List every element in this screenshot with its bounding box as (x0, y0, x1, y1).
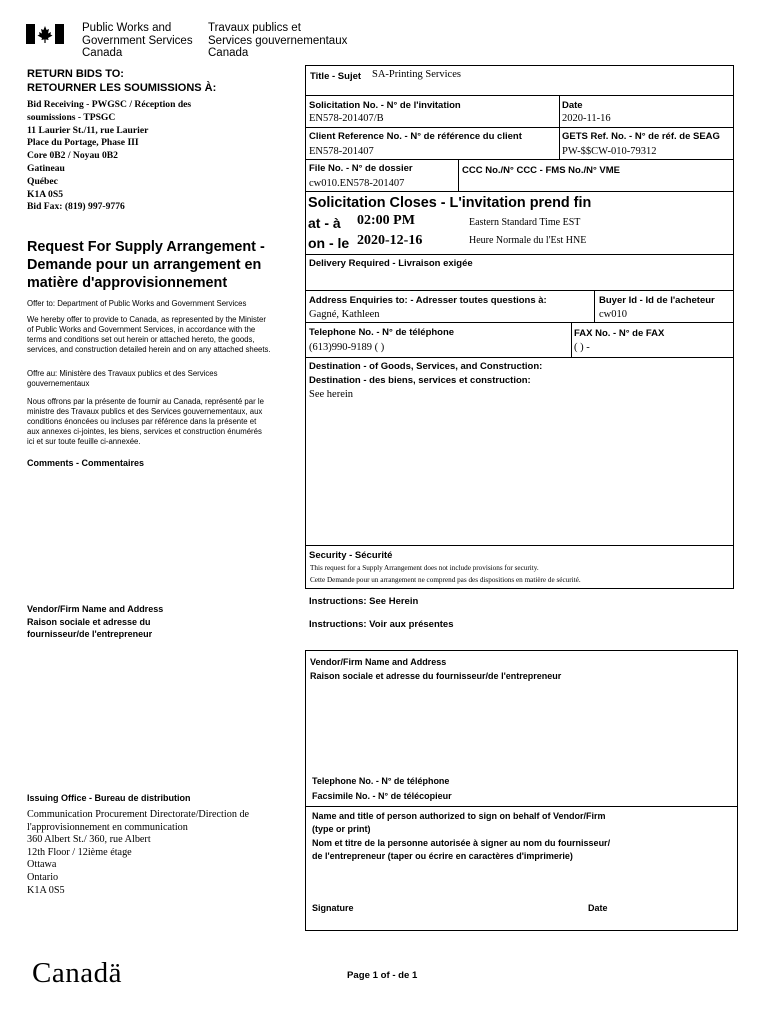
title-value: SA-Printing Services (372, 69, 461, 80)
solicitation-no-label: Solicitation No. - N° de l'invitation (309, 100, 461, 111)
instructions-en: Instructions: See Herein (309, 596, 419, 607)
offer-text-en (27, 315, 271, 355)
vendor-box-label-1: Vendor/Firm Name and Address (310, 657, 447, 667)
address-line: Bid Fax: (819) 997-9776 (27, 201, 125, 213)
request-title-line: matière d'approvisionnement (27, 275, 228, 291)
title-label: Title - Sujet (310, 71, 362, 82)
offer-line: conditions énoncées ou incluses par référence dans la présente et (27, 417, 257, 426)
authorized-signer-label (312, 810, 610, 863)
file-no-label: File No. - N° de dossier (309, 163, 413, 174)
solicitation-closes-title: Solicitation Closes - L'invitation prend fin (308, 195, 592, 211)
page-number: Page 1 of - de 1 (347, 970, 418, 981)
authorized-line: Name and title of person authorized to sign on behalf of Vendor/Firm (312, 811, 606, 821)
destination-value: See herein (309, 389, 354, 400)
gets-ref-label: GETS Ref. No. - N° de réf. de SEAG (562, 131, 720, 142)
offer-line: Nous offrons par la présente de fournir au Canada, représenté par le (27, 397, 264, 406)
request-title-line: Demande pour un arrangement en (27, 257, 262, 273)
request-title (27, 238, 265, 292)
offer-line: terms and conditions set out herein or attached hereto, the goods, (27, 335, 255, 344)
department-name-en (82, 22, 193, 60)
issuing-line: Ottawa (27, 859, 57, 871)
issuing-office-title: Issuing Office - Bureau de distribution (27, 793, 191, 803)
issuing-line: Ontario (27, 871, 59, 883)
gets-ref-value: PW-$$CW-010-79312 (562, 146, 657, 157)
client-ref-value: EN578-201407 (309, 146, 374, 157)
date-label: Date (562, 100, 583, 111)
department-name-fr-line: Travaux publics et (208, 22, 301, 34)
issuing-line: 12th Floor / 12ième étage (27, 846, 132, 858)
department-name-en-line: Public Works and (82, 22, 172, 34)
issuing-office-address (27, 809, 249, 897)
canada-wordmark-logo: Canadä (32, 957, 122, 989)
closes-on-label: on - le (308, 235, 350, 251)
canada-flag-icon (26, 24, 64, 44)
offer-text-fr (27, 397, 264, 447)
department-name-en-line: Government Services (82, 34, 193, 47)
file-no-value: cw010.EN578-201407 (309, 178, 405, 189)
signature-date-label: Date (588, 903, 608, 913)
fax-value: ( ) - (574, 342, 590, 353)
date-value: 2020-11-16 (562, 113, 611, 124)
offer-line: of Public Works and Government Services, in accordance with the (27, 325, 256, 334)
security-text-en: This request for a Supply Arrangement does not include provisions for security. (310, 564, 539, 572)
vendor-label-line: Vendor/Firm Name and Address (27, 604, 164, 614)
department-name-fr (208, 22, 347, 60)
offer-line: gouvernementaux (27, 379, 90, 388)
issuing-line: Communication Procurement Directorate/Direction de (27, 809, 250, 820)
authorized-line: (type or print) (312, 824, 371, 835)
closes-at-label: at - à (308, 215, 341, 231)
department-name-en-line: Canada (82, 47, 123, 59)
vendor-label-line: fournisseur/de l'entrepreneur (27, 629, 153, 639)
offer-line: ici et sur toute feuille ci-annexée. (27, 437, 141, 446)
client-ref-label: Client Reference No. - N° de référence du client (309, 131, 522, 142)
vendor-fax-label: Facsimile No. - N° de télécopieur (312, 791, 452, 801)
address-line: Québec (27, 175, 58, 187)
address-line: Gatineau (27, 162, 65, 174)
offer-line: We hereby offer to provide to Canada, as represented by the Minister (27, 315, 266, 324)
buyer-id-value: cw010 (599, 309, 627, 320)
address-line: K1A 0S5 (27, 188, 63, 200)
destination-label-en: Destination - of Goods, Services, and Construction: (309, 361, 543, 372)
return-bids-title-en: RETURN BIDS TO: (27, 68, 124, 80)
vendor-firm-label (27, 603, 163, 641)
vendor-phone-label: Telephone No. - N° de téléphone (312, 776, 450, 786)
offer-line: aux annexes ci-jointes, les biens, services et construction énumérés (27, 427, 262, 436)
instructions-fr: Instructions: Voir aux présentes (309, 619, 454, 630)
address-line: Place du Portage, Phase III (27, 137, 139, 149)
ccc-no-label: CCC No./N° CCC - FMS No./N° VME (462, 165, 621, 176)
comments-label: Comments - Commentaires (27, 458, 145, 468)
issuing-line: l'approvisionnement en communication (27, 821, 188, 833)
timezone-en: Eastern Standard Time EST (469, 217, 581, 228)
department-name-fr-line: Canada (208, 47, 249, 59)
return-bids-address (27, 99, 191, 214)
offer-line: Offre au: Ministère des Travaux publics et des Services (27, 369, 218, 378)
address-enquiries-value: Gagné, Kathleen (309, 309, 380, 320)
address-enquiries-label: Address Enquiries to: - Adresser toutes questions à: (309, 295, 547, 306)
buyer-id-label: Buyer Id - Id de l'acheteur (599, 295, 715, 306)
security-label: Security - Sécurité (309, 550, 393, 561)
fax-label: FAX No. - N° de FAX (574, 328, 665, 339)
destination-label-fr: Destination - des biens, services et construction: (309, 375, 531, 386)
telephone-value: (613)990-9189 ( ) (309, 342, 385, 353)
solicitation-no-value: EN578-201407/B (309, 113, 384, 124)
offer-line: services, and construction detailed herein and on any attached sheets. (27, 345, 271, 354)
issuing-line: 360 Albert St./ 360, rue Albert (27, 834, 151, 846)
authorized-line: de l'entrepreneur (taper ou écrire en caractères d'imprimerie) (312, 850, 573, 861)
security-text-fr: Cette Demande pour un arrangement ne comprend pas des dispositions en matière de sécurité. (310, 576, 581, 584)
offer-to-fr (27, 369, 218, 389)
request-title-line: Request For Supply Arrangement - (27, 239, 265, 255)
timezone-fr: Heure Normale du l'Est HNE (469, 235, 587, 246)
address-line: Bid Receiving - PWGSC / Réception des (27, 99, 192, 110)
authorized-line: Nom et titre de la personne autorisée à signer au nom du fournisseur/ (312, 837, 611, 848)
offer-line: ministre des Travaux publics et des Services gouvernementaux, aux (27, 407, 263, 416)
telephone-label: Telephone No. - N° de téléphone (309, 327, 455, 338)
delivery-required-label: Delivery Required - Livraison exigée (309, 258, 473, 269)
return-bids-title-fr: RETOURNER LES SOUMISSIONS À: (27, 82, 217, 94)
address-line: Core 0B2 / Noyau 0B2 (27, 150, 118, 162)
vendor-label-line: Raison sociale et adresse du (27, 616, 151, 627)
address-line: soumissions - TPSGC (27, 111, 116, 123)
closes-at-value: 02:00 PM (357, 213, 415, 228)
signature-label: Signature (312, 903, 354, 913)
address-line: 11 Laurier St./11, rue Laurier (27, 124, 149, 136)
department-name-fr-line: Services gouvernementaux (208, 34, 348, 47)
issuing-line: K1A 0S5 (27, 884, 65, 896)
vendor-box-label-2: Raison sociale et adresse du fournisseur/de l'entrepreneur (310, 671, 562, 681)
offer-to-en: Offer to: Department of Public Works and Government Services (27, 299, 247, 308)
closes-on-value: 2020-12-16 (357, 233, 423, 248)
